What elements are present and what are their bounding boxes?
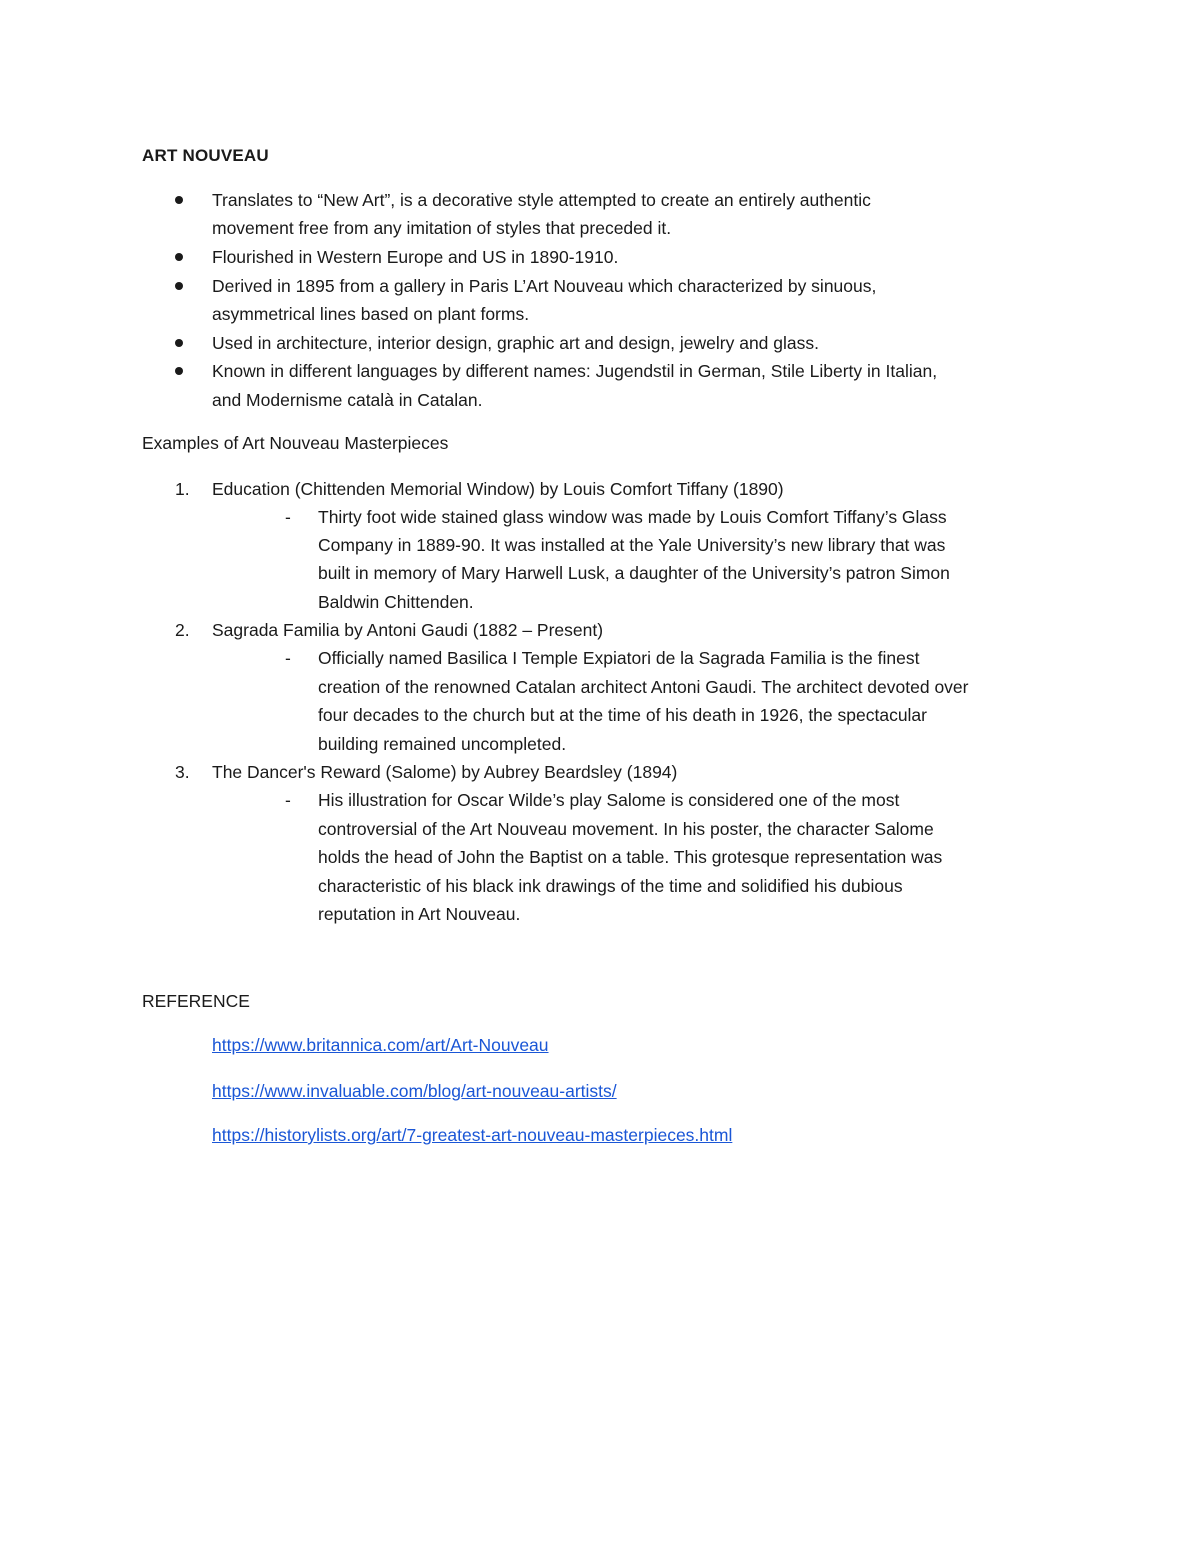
bullet-icon [175,196,183,204]
example-description: four decades to the church but at the time of his death in 1926, the spectacular [318,705,927,725]
example-description: controversial of the Art Nouveau movement. In his poster, the character Salome [318,819,934,839]
example-description: reputation in Art Nouveau. [318,904,521,924]
example-description: Company in 1889-90. It was installed at the Yale University’s new library that was [318,535,946,555]
example-description: creation of the renowned Catalan architect Antoni Gaudi. The architect devoted over [318,677,969,697]
bullet-text: Derived in 1895 from a gallery in Paris L’Art Nouveau which characterized by sinuous, [212,276,877,296]
reference-heading: REFERENCE [142,991,250,1011]
example-description: Baldwin Chittenden. [318,592,474,612]
reference-link[interactable]: https://www.britannica.com/art/Art-Nouveau [212,1035,549,1055]
bullet-text: Used in architecture, interior design, graphic art and design, jewelry and glass. [212,333,819,353]
bullet-text: Flourished in Western Europe and US in 1890-1910. [212,247,619,267]
dash-marker: - [285,507,291,527]
bullet-text: Translates to “New Art”, is a decorative style attempted to create an entirely authentic [212,190,871,210]
bullet-text: asymmetrical lines based on plant forms. [212,304,530,324]
list-number: 3. [175,762,190,782]
bullet-icon [175,367,183,375]
examples-heading: Examples of Art Nouveau Masterpieces [142,433,449,453]
dash-marker: - [285,648,291,668]
bullet-text: and Modernisme català in Catalan. [212,390,483,410]
reference-link[interactable]: https://www.invaluable.com/blog/art-nouveau-artists/ [212,1081,617,1101]
bullet-icon [175,339,183,347]
example-title: Sagrada Familia by Antoni Gaudi (1882 – Present) [212,620,604,640]
bullet-text: Known in different languages by different names: Jugendstil in German, Stile Liberty in Italian, [212,361,938,381]
example-description: building remained uncompleted. [318,734,567,754]
dash-marker: - [285,790,291,810]
bullet-text: movement free from any imitation of styles that preceded it. [212,218,672,238]
bullet-icon [175,253,183,261]
example-title: Education (Chittenden Memorial Window) by Louis Comfort Tiffany (1890) [212,479,784,499]
bullet-icon [175,282,183,290]
example-title: The Dancer's Reward (Salome) by Aubrey Beardsley (1894) [212,762,678,782]
example-description: characteristic of his black ink drawings of the time and solidified his dubious [318,876,903,896]
list-number: 2. [175,620,190,640]
list-number: 1. [175,479,190,499]
example-description: Thirty foot wide stained glass window was made by Louis Comfort Tiffany’s Glass [318,507,947,527]
example-description: built in memory of Mary Harwell Lusk, a daughter of the University’s patron Simon [318,563,950,583]
example-description: Officially named Basilica I Temple Expiatori de la Sagrada Familia is the finest [318,648,920,668]
example-description: holds the head of John the Baptist on a table. This grotesque representation was [318,847,943,867]
document-title: ART NOUVEAU [142,146,269,165]
example-description: His illustration for Oscar Wilde’s play Salome is considered one of the most [318,790,900,810]
reference-link[interactable]: https://historylists.org/art/7-greatest-art-nouveau-masterpieces.html [212,1125,733,1145]
